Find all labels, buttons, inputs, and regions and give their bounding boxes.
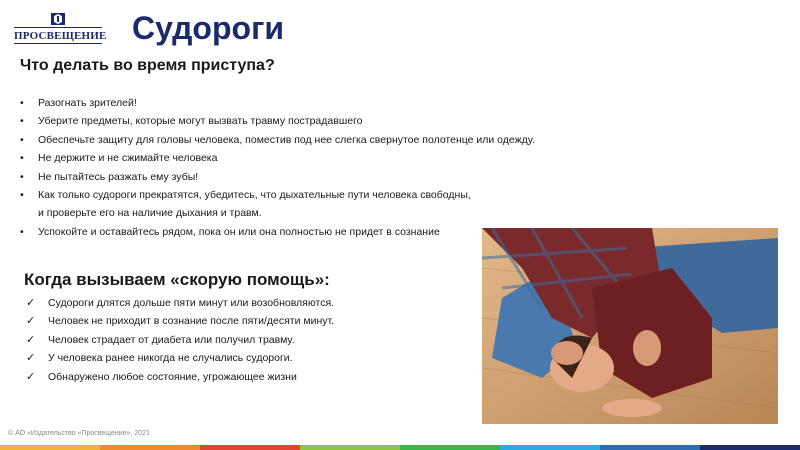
during-step-continuation: и проверьте его на наличие дыхания и травм. — [38, 207, 262, 220]
checkmark-icon: ✓ — [26, 352, 36, 365]
first-aid-photo — [482, 228, 778, 424]
ambulance-criterion-item — [26, 368, 426, 386]
ambulance-criteria-list — [26, 294, 426, 386]
logo-emblem-icon — [50, 12, 66, 26]
copyright: © АО «Издательство «Просвещение», 2021 — [8, 430, 150, 437]
logo-text: ПРОСВЕЩЕНИЕ — [14, 30, 107, 42]
bullet-icon: • — [20, 170, 24, 183]
bullet-icon: • — [20, 97, 24, 109]
color-bar-segment — [300, 445, 400, 450]
during-step-item — [20, 168, 540, 186]
logo-rule-top — [14, 27, 102, 28]
during-step-item — [20, 112, 540, 130]
checkmark-icon: ✓ — [26, 370, 36, 383]
ambulance-criterion-text: У человека ранее никогда не случались судороги. — [48, 352, 293, 365]
during-step-text: Успокойте и оставайтесь рядом, пока он или она полностью не придет в сознание — [38, 225, 440, 238]
during-step-text: Разогнать зрителей! — [38, 97, 137, 109]
during-step-item — [20, 94, 540, 112]
during-step-item — [20, 223, 540, 241]
checkmark-icon: ✓ — [26, 333, 36, 346]
bullet-icon: • — [20, 133, 24, 146]
during-step-text: Не пытайтесь разжать ему зубы! — [38, 170, 199, 183]
bullet-icon: • — [20, 115, 24, 128]
during-step-item — [20, 149, 540, 167]
ambulance-heading: Когда вызываем «скорую помощь»: — [24, 270, 330, 289]
checkmark-icon: ✓ — [26, 315, 36, 328]
ambulance-criterion-text: Человек страдает от диабета или получил травму. — [48, 333, 295, 346]
color-bar-segment — [100, 445, 200, 450]
page-title: Судороги — [132, 10, 285, 46]
ambulance-criterion-item — [26, 349, 426, 367]
color-bar-segment — [0, 445, 100, 450]
logo-rule-bottom — [14, 43, 102, 44]
bullet-icon: • — [20, 152, 24, 165]
logo — [14, 12, 107, 42]
bullet-icon: • — [20, 189, 24, 202]
during-step-text: Как только судороги прекратятся, убедитесь, что дыхательные пути человека свободны, — [38, 189, 471, 202]
ambulance-criterion-item — [26, 294, 426, 312]
first-aid-photo-icon — [482, 228, 778, 424]
color-bar-segment — [400, 445, 500, 450]
during-step-text: Уберите предметы, которые могут вызвать травму пострадавшего — [38, 115, 363, 128]
color-bar-segment — [200, 445, 300, 450]
ambulance-criterion-item — [26, 331, 426, 349]
color-bar-segment — [600, 445, 700, 450]
bottom-color-bar — [0, 445, 800, 450]
bullet-icon: • — [20, 225, 24, 238]
ambulance-criterion-text: Обнаружено любое состояние, угрожающее жизни — [48, 370, 297, 383]
color-bar-segment — [500, 445, 600, 450]
checkmark-icon: ✓ — [26, 297, 36, 309]
color-bar-segment — [700, 445, 800, 450]
during-steps-list — [20, 94, 540, 241]
during-step-item — [20, 186, 540, 223]
during-step-text: Обеспечьте защиту для головы человека, поместив под нее слегка свернутое полотенце или одежду. — [38, 133, 535, 146]
ambulance-criterion-item — [26, 312, 426, 330]
ambulance-criterion-text: Судороги длятся дольше пяти минут или возобновляются. — [48, 297, 335, 309]
ambulance-criterion-text: Человек не приходит в сознание после пяти/десяти минут. — [48, 315, 335, 328]
subtitle: Что делать во время приступа? — [20, 57, 275, 74]
during-step-text: Не держите и не сжимайте человека — [38, 152, 218, 165]
during-step-item — [20, 131, 540, 149]
